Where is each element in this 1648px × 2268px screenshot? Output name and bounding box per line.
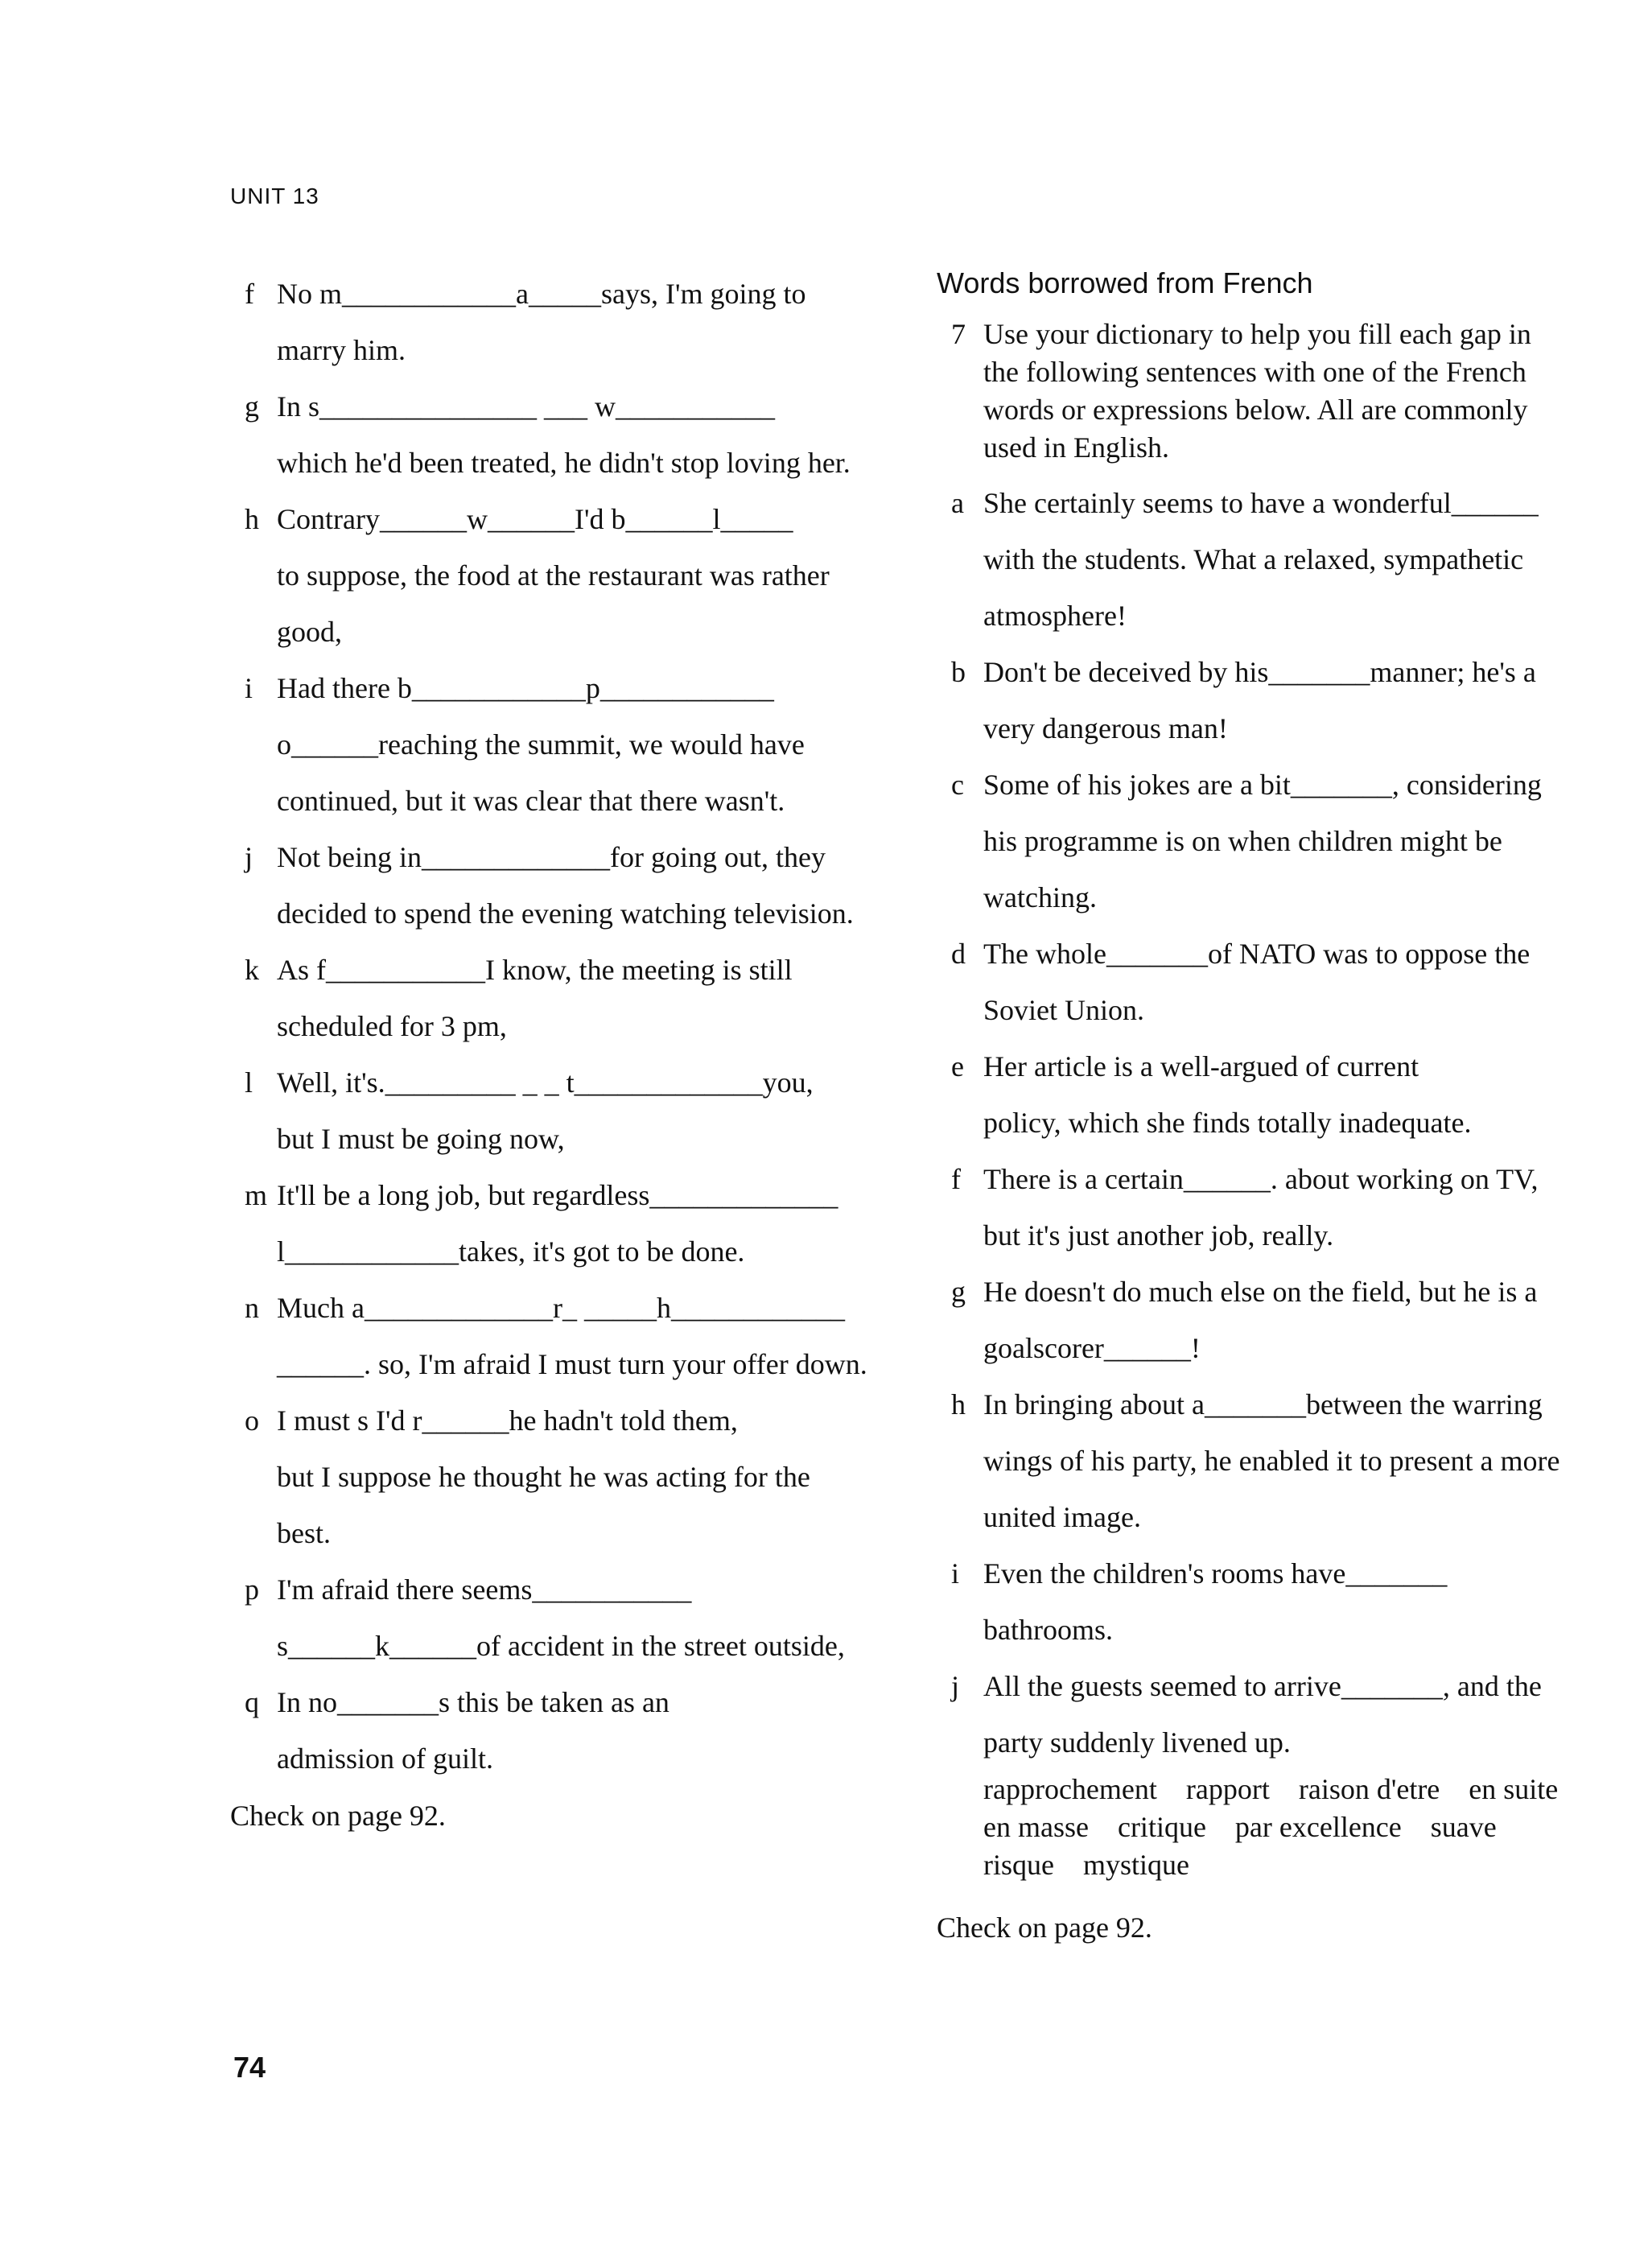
item-line: Some of his jokes are a bit_______, considering: [983, 769, 1542, 801]
item-text: [983, 926, 1580, 1038]
item-line: bathrooms.: [983, 1614, 1113, 1646]
item-text: [277, 660, 874, 829]
exercise-item: [230, 1280, 874, 1392]
french-word: critique: [1117, 1811, 1206, 1843]
item-letter: n: [245, 1292, 259, 1324]
exercise-item: [230, 660, 874, 829]
item-letter: g: [951, 1276, 966, 1308]
item-line: I must s I'd r______he hadn't told them,: [277, 1404, 738, 1437]
item-line: good,: [277, 616, 342, 648]
item-text: [277, 1280, 874, 1392]
item-letter: q: [245, 1686, 259, 1718]
item-text: [277, 1674, 874, 1787]
french-word: mystique: [1082, 1849, 1189, 1881]
item-line: In s_______________ ___ w___________: [277, 390, 775, 423]
item-text: [277, 829, 874, 942]
exercise-item: [230, 1392, 874, 1561]
exercise-item: [937, 1038, 1580, 1151]
exercise-item: [937, 1376, 1580, 1545]
item-line: In no_______s this be taken as an: [277, 1686, 670, 1718]
item-line: but it's just another job, really.: [983, 1219, 1334, 1252]
instruction-line: Use your dictionary to help you fill each gap in: [983, 318, 1531, 350]
item-line: Not being in_____________for going out, they: [277, 841, 826, 873]
exercise-item: [937, 1264, 1580, 1376]
exercise-item: [937, 1545, 1580, 1658]
exercise-item: [230, 1561, 874, 1674]
item-letter: j: [245, 841, 253, 873]
item-letter: f: [951, 1163, 961, 1195]
item-text: [277, 491, 874, 660]
item-line: admission of guilt.: [277, 1742, 493, 1775]
item-letter: e: [951, 1050, 964, 1082]
exercise-item: [230, 1674, 874, 1787]
exercise-item: [230, 378, 874, 491]
item-line: It'll be a long job, but regardless_____________: [277, 1179, 838, 1211]
word-row: [983, 1846, 1580, 1884]
item-line: scheduled for 3 pm,: [277, 1010, 507, 1042]
item-text: [277, 378, 874, 491]
item-line: policy, which she finds totally inadequate.: [983, 1107, 1472, 1139]
item-line: Her article is a well-argued of current: [983, 1050, 1419, 1082]
item-line: united image.: [983, 1501, 1141, 1533]
exercise-item: [230, 829, 874, 942]
item-text: [983, 1658, 1580, 1771]
item-line: with the students. What a relaxed, sympathetic: [983, 543, 1524, 575]
item-text: [983, 1038, 1580, 1151]
item-letter: j: [951, 1670, 960, 1702]
item-letter: i: [951, 1557, 960, 1590]
item-line: continued, but it was clear that there wasn't.: [277, 785, 785, 817]
item-line: wings of his party, he enabled it to present a more: [983, 1445, 1560, 1477]
item-text: [983, 1545, 1580, 1658]
item-letter: l: [245, 1066, 253, 1099]
item-line: but I must be going now,: [277, 1123, 565, 1155]
item-line: which he'd been treated, he didn't stop loving her.: [277, 447, 851, 479]
exercise-instruction: [937, 315, 1580, 467]
check-note-left: Check on page 92.: [230, 1800, 446, 1832]
item-letter: c: [951, 769, 964, 801]
exercise-number: 7: [951, 318, 966, 350]
item-line: I'm afraid there seems___________: [277, 1573, 692, 1606]
item-line: l____________takes, it's got to be done.: [277, 1235, 745, 1268]
french-word: risque: [983, 1849, 1054, 1881]
exercise-item: [230, 266, 874, 378]
item-line: Contrary______w______I'd b______l_____: [277, 503, 793, 535]
right-column: [937, 266, 1580, 1952]
item-line: In bringing about a_______between the warring: [983, 1388, 1543, 1421]
item-line: There is a certain______. about working on TV,: [983, 1163, 1539, 1195]
item-text: [277, 1054, 874, 1167]
french-word: raison d'etre: [1298, 1773, 1440, 1805]
unit-header: UNIT 13: [230, 184, 319, 208]
right-items: [937, 475, 1580, 1771]
exercise-item: [937, 926, 1580, 1038]
item-text: [277, 1167, 874, 1280]
item-line: but I suppose he thought he was acting for the: [277, 1461, 810, 1493]
item-line: watching.: [983, 881, 1097, 913]
item-line: She certainly seems to have a wonderful______: [983, 487, 1539, 519]
instruction-text: [983, 315, 1580, 467]
item-letter: i: [245, 672, 253, 704]
exercise-item: [937, 757, 1580, 926]
item-line: Had there b____________p____________: [277, 672, 774, 704]
item-letter: a: [951, 487, 964, 519]
word-row: [983, 1808, 1580, 1846]
french-word: rapport: [1185, 1773, 1270, 1805]
instruction-line: used in English.: [983, 431, 1169, 464]
item-line: Soviet Union.: [983, 994, 1145, 1026]
exercise-item: [937, 475, 1580, 644]
instruction-line: the following sentences with one of the French: [983, 356, 1526, 388]
exercise-item: [230, 491, 874, 660]
french-word: en suite: [1469, 1773, 1559, 1805]
exercise-item: [937, 644, 1580, 757]
french-word: suave: [1430, 1811, 1497, 1843]
exercise-item: [230, 942, 874, 1054]
item-text: [983, 1376, 1580, 1545]
item-line: o______reaching the summit, we would have: [277, 728, 805, 761]
item-line: Well, it's._________ _ _ t_____________you,: [277, 1066, 814, 1099]
item-line: best.: [277, 1517, 331, 1549]
exercise-item: [230, 1167, 874, 1280]
item-letter: k: [245, 954, 259, 986]
item-text: [983, 1151, 1580, 1264]
item-letter: g: [245, 390, 259, 423]
item-text: [277, 1392, 874, 1561]
item-letter: p: [245, 1573, 259, 1606]
item-line: He doesn't do much else on the field, but he is a: [983, 1276, 1538, 1308]
item-line: his programme is on when children might be: [983, 825, 1502, 857]
item-line: goalscorer______!: [983, 1332, 1201, 1364]
item-letter: h: [951, 1388, 966, 1421]
french-word: rapprochement: [983, 1773, 1157, 1805]
item-text: [983, 1264, 1580, 1376]
item-text: [983, 475, 1580, 644]
french-word: par excellence: [1234, 1811, 1402, 1843]
item-line: Don't be deceived by his_______manner; he's a: [983, 656, 1536, 688]
instruction-line: words or expressions below. All are commonly: [983, 394, 1528, 426]
word-list: [983, 1771, 1580, 1884]
item-line: to suppose, the food at the restaurant was rather: [277, 559, 830, 592]
item-letter: b: [951, 656, 966, 688]
item-line: All the guests seemed to arrive_______, and the: [983, 1670, 1542, 1702]
item-text: [277, 266, 874, 378]
item-text: [983, 644, 1580, 757]
item-line: Even the children's rooms have_______: [983, 1557, 1448, 1590]
item-letter: m: [245, 1179, 268, 1211]
item-line: atmosphere!: [983, 600, 1127, 632]
word-row: [983, 1771, 1580, 1808]
item-line: s______k______of accident in the street outside,: [277, 1630, 845, 1662]
item-letter: f: [245, 278, 254, 310]
check-note-right: Check on page 92.: [937, 1911, 1152, 1944]
french-word: en masse: [983, 1811, 1089, 1843]
exercise-item: [937, 1151, 1580, 1264]
section-title: Words borrowed from French: [937, 266, 1313, 299]
item-letter: o: [245, 1404, 259, 1437]
item-text: [277, 942, 874, 1054]
item-line: decided to spend the evening watching television.: [277, 897, 854, 930]
item-letter: d: [951, 938, 966, 970]
left-column: [230, 266, 874, 1840]
item-text: [983, 757, 1580, 926]
item-line: ______. so, I'm afraid I must turn your offer down.: [277, 1348, 867, 1380]
item-line: party suddenly livened up.: [983, 1726, 1291, 1759]
item-line: Much a_____________r_ _____h____________: [277, 1292, 845, 1324]
page-number: 74: [233, 2051, 266, 2084]
item-line: As f___________I know, the meeting is still: [277, 954, 793, 986]
item-letter: h: [245, 503, 259, 535]
item-line: very dangerous man!: [983, 712, 1228, 744]
exercise-item: [937, 1658, 1580, 1771]
item-line: The whole_______of NATO was to oppose the: [983, 938, 1531, 970]
item-line: marry him.: [277, 334, 406, 366]
exercise-item: [230, 1054, 874, 1167]
item-line: No m____________a_____says, I'm going to: [277, 278, 806, 310]
item-text: [277, 1561, 874, 1674]
